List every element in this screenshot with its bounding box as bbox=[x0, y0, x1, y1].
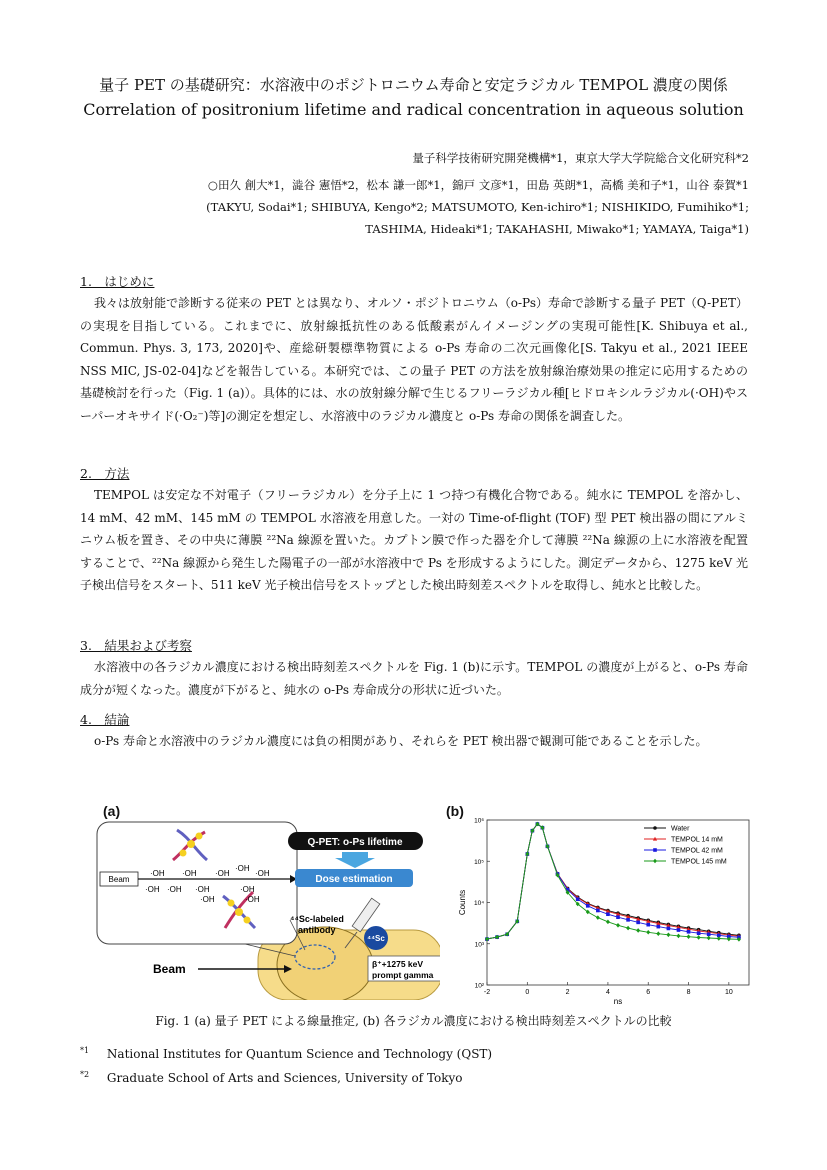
x-tick-label: 10 bbox=[724, 989, 733, 996]
footnote-2-mark: *2 bbox=[80, 1070, 90, 1079]
down-arrow bbox=[335, 852, 375, 868]
x-axis-label: ns bbox=[613, 997, 623, 1006]
oh-radical: ·OH bbox=[215, 869, 230, 878]
data-point bbox=[606, 912, 610, 916]
data-point bbox=[576, 897, 580, 901]
title-english: Correlation of positronium lifetime and radical concentration in aqueous solution bbox=[83, 100, 744, 119]
data-point bbox=[636, 921, 640, 925]
figure-b-label: (b) bbox=[446, 803, 464, 819]
oh-radical: ·OH bbox=[255, 869, 270, 878]
oh-radical: ·OH bbox=[245, 895, 260, 904]
data-point bbox=[596, 909, 600, 913]
section-4-text: o-Ps 寿命と水溶液中のラジカル濃度には負の相関があり、それらを PET 検出器で観測可能であることを示した。 bbox=[94, 734, 708, 748]
x-tick-label: 4 bbox=[605, 989, 610, 996]
antibody-label-line-2: antibody bbox=[298, 925, 336, 935]
section-1-body bbox=[80, 292, 748, 427]
section-2-heading: 2. 方法 bbox=[80, 466, 130, 481]
title-japanese: 量子 PET の基礎研究：水溶液中のポジトロニウム寿命と安定ラジカル TEMPOL 濃度の関係 bbox=[99, 76, 728, 94]
section-2-body bbox=[80, 484, 748, 597]
y-tick-label: 10⁴ bbox=[473, 900, 484, 907]
y-tick-label: 10⁵ bbox=[474, 858, 484, 866]
x-tick-label: 6 bbox=[646, 989, 651, 996]
footnote-1 bbox=[80, 1046, 492, 1061]
section-4-body bbox=[80, 730, 748, 753]
authors-japanese: ○田久 創大*1，澁谷 憲悟*2，松本 謙一郎*1，錦戸 文彦*1，田島 英朗*1，高橋 美和子*1，山谷 泰賀*1 bbox=[207, 178, 749, 192]
legend-entry: TEMPOL 42 mM bbox=[671, 847, 723, 855]
oh-radical: ·OH bbox=[200, 895, 215, 904]
legend-entry: Water bbox=[671, 825, 690, 833]
data-point bbox=[586, 904, 590, 908]
footnote-1-text: National Institutes for Quantum Science and Technology (QST) bbox=[106, 1047, 493, 1061]
data-point bbox=[697, 931, 701, 935]
antibody-label-line-1: ⁴⁴Sc-labeled bbox=[290, 914, 344, 924]
oh-radical: ·OH bbox=[150, 869, 165, 878]
data-point bbox=[657, 925, 661, 929]
data-point bbox=[707, 932, 711, 936]
gamma-label-line-2: prompt gamma bbox=[372, 970, 434, 980]
section-2-text: TEMPOL は安定な不対電子（フリーラジカル）を分子上に 1 つ持つ有機化合物である。純水に TEMPOL を溶かし、14 mM、42 mM、145 mM の TEMPOL 水溶液を用意した。一対の Time-of-flight (TOF) 型 PET 検出器の間にアルミニウム板を置き、その中央に薄膜 ²²Na 線源を置いた。カプトン膜で作った器を介して薄膜 ²²Na 線源の上に水溶液を配置することで、²²Na 線源から発生した陽電子の一部が水溶液中で Ps を形成するようにした。測定データから、1275 keV 光子検出信号をスタート、511 keV 光子検出信号をストップとした検出時刻差スペクトルを取得し、純水と比較した。 bbox=[80, 488, 748, 592]
data-point bbox=[687, 930, 691, 934]
section-1-text: 我々は放射能で診断する従来の PET とは異なり、オルソ・ポジトロニウム（o-Ps）寿命で診断する量子 PET（Q-PET）の実現を目指している。これまでに、放射線抵抗性のある低酸素がんイメージングの実現可能性[K. Shibuya et al., Commun. Phys. 3, 173, 2020]や、産総研製標準物質による o-Ps 寿命の二次元画像化[S. Takyu et al., 2021 IEEE NSS MIC, JS-02-04]などを報告している。本研究では、この量子 PET の方法を放射線治療効果の推定に応用するための基礎検討を行った（Fig. 1 (a)）。具体的には、水の放射線分解で生じるフリーラジカル種[ヒドロキシルラジカル(·OH)やスーパーオキサイド(·O₂⁻)等]の測定を想定し、水溶液中のラジカル濃度と o-Ps 寿命の関係を調査した。 bbox=[80, 296, 748, 423]
dose-box-label: Dose estimation bbox=[315, 874, 393, 885]
authors-english-line-1: (TAKYU, Sodai*1; SHIBUYA, Kengo*2; MATSUMOTO, Ken-ichiro*1; NISHIKIDO, Fumihiko*1; bbox=[206, 200, 749, 214]
legend-entry: TEMPOL 145 mM bbox=[671, 858, 727, 866]
data-point bbox=[653, 848, 657, 852]
y-tick-label: 10² bbox=[474, 982, 484, 990]
figure-a-illustration bbox=[95, 820, 440, 1000]
section-1-heading: 1. はじめに bbox=[80, 274, 155, 289]
section-4-heading: 4. 結論 bbox=[80, 712, 130, 727]
y-axis-label: Counts bbox=[458, 889, 467, 916]
x-tick-label: -2 bbox=[483, 989, 491, 996]
oh-radical: ·OH bbox=[235, 864, 250, 873]
footnote-2-text: Graduate School of Arts and Sciences, University of Tokyo bbox=[106, 1071, 463, 1085]
y-tick-label: 10⁶ bbox=[474, 817, 484, 825]
authors-english-line-2: TASHIMA, Hideaki*1; TAKAHASHI, Miwako*1; YAMAYA, Taiga*1) bbox=[365, 222, 749, 236]
section-3-text: 水溶液中の各ラジカル濃度における検出時刻差スペクトルを Fig. 1 (b)に示す。TEMPOL の濃度が上がると、o-Ps 寿命成分が短くなった。濃度が下がると、純水の o-Ps 寿命成分の形状に近づいた。 bbox=[80, 660, 748, 697]
data-point bbox=[667, 927, 671, 931]
oh-radical: ·OH bbox=[145, 885, 160, 894]
y-tick-label: 10³ bbox=[474, 941, 484, 949]
sc-nucleus-label: ⁴⁴Sc bbox=[367, 934, 385, 943]
footnote-1-mark: *1 bbox=[80, 1046, 90, 1055]
gamma-label-line-1: β⁺+1275 keV bbox=[372, 959, 424, 969]
oh-radical: ·OH bbox=[195, 885, 210, 894]
figure-a-label: (a) bbox=[103, 803, 121, 819]
authors bbox=[206, 174, 749, 240]
main-beam-label: Beam bbox=[153, 962, 186, 976]
spectrum-chart bbox=[455, 812, 755, 1007]
inset-beam-label: Beam bbox=[108, 875, 130, 884]
x-tick-label: 2 bbox=[565, 989, 570, 996]
affiliation: 量子科学技術研究開発機構*1，東京大学大学院総合文化研究科*2 bbox=[412, 151, 749, 165]
data-point bbox=[626, 918, 630, 922]
section-3-body bbox=[80, 656, 748, 701]
figure-caption: Fig. 1 (a) 量子 PET による線量推定, (b) 各ラジカル濃度における検出時刻差スペクトルの比較 bbox=[155, 1014, 672, 1028]
data-point bbox=[653, 826, 657, 830]
qpet-box-label: Q-PET: o-Ps lifetime bbox=[307, 837, 403, 848]
footnote-2 bbox=[80, 1070, 463, 1085]
x-tick-label: 8 bbox=[686, 989, 691, 996]
data-point bbox=[646, 923, 650, 927]
legend-entry: TEMPOL 14 mM bbox=[671, 836, 723, 844]
oh-radical: ·OH bbox=[240, 885, 255, 894]
section-3-heading: 3. 結果および考察 bbox=[80, 638, 192, 653]
data-point bbox=[677, 928, 681, 932]
data-point bbox=[616, 915, 620, 919]
plot-area bbox=[487, 820, 749, 985]
oh-radical: ·OH bbox=[167, 885, 182, 894]
x-tick-label: 0 bbox=[525, 989, 530, 996]
oh-radical: ·OH bbox=[182, 869, 197, 878]
